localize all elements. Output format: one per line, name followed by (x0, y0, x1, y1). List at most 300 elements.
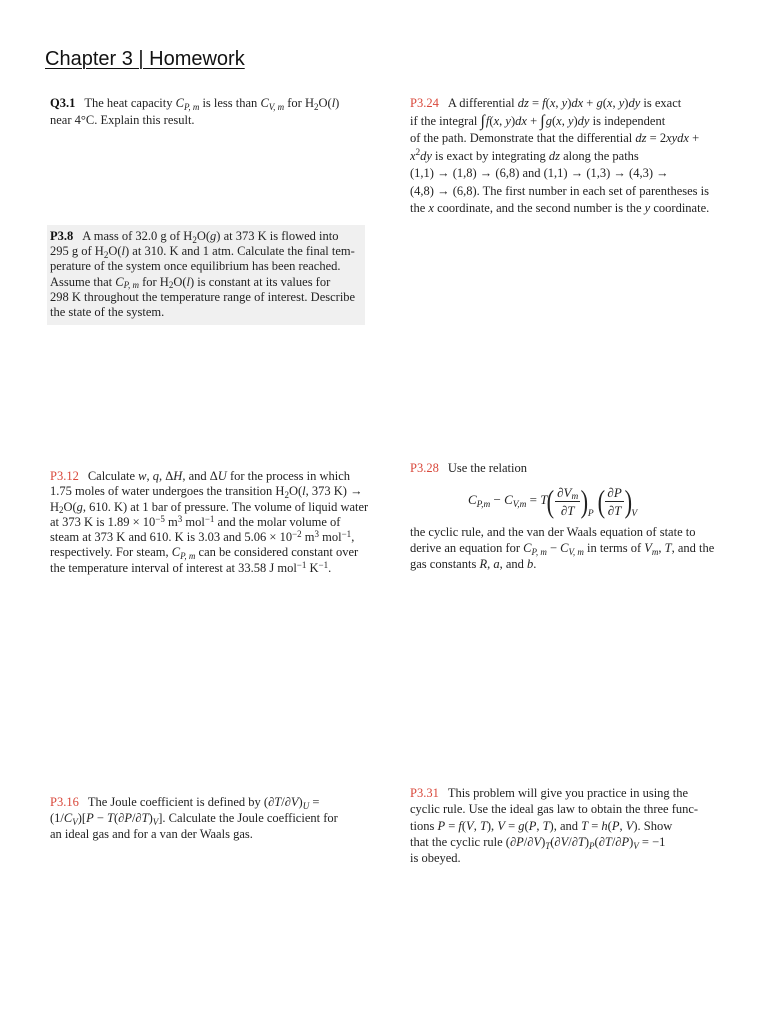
math-symbol: x (428, 201, 434, 215)
math-symbol: x (493, 113, 500, 128)
superscript: −1 (204, 513, 215, 524)
math-symbol: x (556, 113, 562, 128)
problem-line-text (410, 524, 695, 540)
problem-line-text (410, 540, 714, 556)
text-run: Calculate (87, 469, 139, 483)
problem-line (410, 556, 728, 572)
problem-number: Q3.1 (50, 96, 76, 110)
text-run: /∂ (523, 834, 534, 849)
problem-line (410, 785, 728, 801)
text-run: , (612, 96, 619, 110)
text-run: /∂ (131, 811, 142, 825)
math-symbol: g (596, 96, 603, 110)
math-symbol: dz (517, 96, 529, 110)
problem-line-text (50, 469, 350, 484)
math-symbol: a (493, 557, 500, 571)
superscript: −1 (318, 559, 329, 570)
problem-line-text (410, 148, 639, 166)
text-run: ) at 373 K is flowed into (216, 229, 339, 243)
text-run: O( (318, 96, 332, 110)
text-run: = −1 (638, 834, 666, 849)
text-run: ( (461, 818, 467, 833)
text-run: for the process in which (226, 469, 351, 483)
text-run: is obeyed. (410, 851, 461, 866)
text-run: of the path. Demonstrate that the differential (410, 131, 636, 145)
text-run: and the molar volume of (214, 514, 341, 529)
math-symbol: dy (628, 96, 641, 110)
text-run: − (546, 541, 561, 555)
text-run: ) at 310. K and 1 atm. Calculate the final tem- (125, 244, 355, 259)
problem-line-text (50, 561, 331, 576)
problem-line (410, 200, 728, 218)
subscript: 2 (284, 489, 289, 500)
text-run: the cyclic rule, and the van der Waals equation of state to (410, 525, 696, 539)
problem-line-text (410, 130, 699, 148)
superscript: −1 (296, 559, 307, 570)
text-run: , 610. K) at 1 bar of pressure. The volume of liquid water (82, 499, 368, 514)
problem-q3-1 (50, 95, 368, 129)
subscript: V, m (568, 546, 584, 557)
problem-line (410, 818, 728, 834)
subscript: U (302, 800, 310, 811)
problem-line-text (410, 801, 698, 817)
math-symbol: y (644, 201, 651, 215)
problem-line-text (410, 95, 681, 113)
math-symbol: P (124, 811, 132, 825)
text-run: (1,1) → (1,8) → (6,8) and (1,1) → (1,3) → (4,3) → (410, 166, 669, 180)
text-run: = (528, 96, 543, 110)
held-constant-subscript (631, 509, 637, 519)
problem-line (50, 305, 362, 320)
text-run: + (583, 96, 597, 110)
text-run: mol (182, 514, 205, 529)
math-symbol: f (542, 96, 546, 110)
text-run: an ideal gas and for a van der Waals gas. (50, 827, 253, 841)
text-run: ) is constant at its values for (190, 274, 331, 289)
math-symbol: T (567, 502, 575, 518)
problem-line (50, 290, 362, 305)
text-run: for H (284, 96, 314, 110)
problem-number: P3.16 (50, 795, 79, 809)
superscript: −1 (341, 529, 352, 540)
math-symbol: l (331, 96, 336, 110)
problem-line (410, 540, 728, 556)
subscript: V, m (268, 101, 285, 112)
math-symbol: y (618, 96, 625, 110)
text-run: O( (108, 244, 122, 259)
problem-line-text (50, 259, 341, 274)
problem-line (50, 810, 368, 826)
text-run: derive an equation for (410, 541, 524, 555)
superscript: −2 (292, 529, 302, 540)
problem-number: P3.8 (50, 229, 74, 243)
text-run: This problem will give you practice in using the (447, 786, 689, 800)
math-symbol: f (458, 818, 462, 833)
subscript: V (152, 816, 159, 827)
math-symbol: C (504, 492, 513, 507)
math-symbol: b (527, 557, 534, 571)
text-run: . (328, 560, 332, 575)
text-run: O( (288, 484, 303, 499)
text-run: , (146, 469, 153, 483)
math-symbol: C (560, 541, 569, 555)
text-run: ) (629, 834, 634, 849)
math-symbol: y (505, 113, 511, 128)
text-run: for H (138, 274, 169, 289)
problem-line (410, 95, 728, 113)
math-symbol: q (152, 469, 159, 483)
text-run: ∂ (560, 502, 568, 518)
problem-line-text (410, 113, 665, 131)
text-run: m (301, 530, 315, 545)
text-run: /∂ (281, 795, 291, 809)
text-run: A mass of 32.0 g of H (82, 229, 193, 243)
subscript: 2 (192, 234, 197, 245)
superscript: 2 (415, 147, 421, 158)
paren-close: ) (580, 483, 589, 520)
text-run: in terms of (583, 541, 645, 555)
math-symbol: P (611, 818, 620, 833)
math-symbol: T (577, 834, 585, 849)
text-run: The heat capacity (84, 96, 176, 110)
math-symbol: x (410, 148, 416, 163)
text-run: (∂ (550, 834, 561, 849)
subscript: V,m (512, 499, 527, 510)
text-run: ∂ (557, 484, 564, 500)
text-run: if the integral (410, 113, 481, 128)
text-run: is less than (199, 96, 261, 110)
text-run: = (445, 818, 459, 833)
text-run: ) (298, 795, 303, 809)
problem-line-text (50, 229, 339, 244)
subscript: P,m (476, 499, 491, 510)
problem-line (410, 183, 728, 201)
text-run: ( (551, 113, 557, 128)
text-run: m (164, 514, 178, 529)
problem-line-text (50, 794, 319, 810)
text-run: respectively. For steam, (50, 545, 172, 560)
math-symbol: T (107, 811, 114, 825)
text-run: the (410, 201, 429, 215)
text-run: that the cyclic rule (∂ (410, 834, 517, 849)
problem-line (410, 460, 728, 476)
text-run: Use the relation (447, 461, 527, 475)
problem-number: P3.12 (50, 469, 79, 483)
text-run: + (526, 113, 541, 128)
math-symbol: T (274, 795, 282, 809)
text-run: ( (524, 818, 529, 833)
held-constant-subscript (588, 509, 594, 519)
problem-line-text (50, 275, 330, 290)
problem-line-text (50, 500, 368, 515)
math-symbol: g (76, 499, 83, 514)
problem-line (410, 148, 728, 166)
text-run: is independent (589, 113, 666, 128)
text-run: , and Δ (182, 469, 218, 483)
text-run: , (473, 818, 480, 833)
math-symbol: P (587, 509, 594, 520)
text-run: ) (541, 834, 546, 849)
math-symbol: l (302, 484, 306, 499)
text-run: ), (486, 818, 498, 833)
text-run: , (658, 541, 665, 555)
text-run: at 373 K is 1.89 × 10 (50, 514, 156, 529)
text-run: − (490, 492, 505, 507)
subscript: V (633, 840, 639, 851)
text-run: , (619, 818, 626, 833)
problem-line-text (50, 826, 253, 842)
text-run: tions (410, 818, 438, 833)
problem-line (410, 850, 728, 866)
text-run: H (50, 499, 60, 514)
problem-line-text (410, 834, 665, 850)
text-run: is exact by integrating (431, 148, 549, 163)
text-run: mol (319, 530, 342, 545)
problem-line (50, 112, 368, 129)
text-run: ]. Calculate the Joule coefficient for (158, 811, 338, 825)
text-run: (∂ (113, 811, 125, 825)
math-symbol: C (175, 96, 184, 110)
superscript: 3 (314, 529, 320, 540)
problem-line (410, 130, 728, 148)
subscript: 2 (59, 505, 64, 516)
text-run: ). Show (633, 818, 673, 833)
text-run: /∂ (568, 834, 578, 849)
superscript: −5 (155, 513, 165, 524)
math-symbol: P (621, 834, 630, 849)
problem-line-text (50, 545, 358, 560)
text-run: , (351, 530, 355, 545)
text-run: (1/ (50, 811, 64, 825)
math-symbol: V (533, 834, 542, 849)
math-symbol: h (601, 818, 608, 833)
math-symbol: C (63, 811, 73, 825)
problem-line-text (410, 818, 672, 834)
math-symbol: w (138, 469, 147, 483)
problem-line-text (410, 556, 536, 572)
math-symbol: l (121, 244, 126, 259)
fraction-denominator (605, 502, 623, 518)
text-run: ) (584, 834, 590, 849)
text-run: (4,8) → (6,8). The first number in each set of parentheses is (410, 183, 709, 198)
subscript: T (545, 840, 551, 851)
subscript: m (651, 546, 659, 557)
text-run: , (555, 96, 562, 110)
text-run: K (306, 560, 319, 575)
problem-line (50, 794, 368, 810)
text-run: coordinate. (650, 201, 710, 215)
math-symbol: dx (571, 96, 584, 110)
text-run: (∂ (594, 834, 605, 849)
math-symbol: f (485, 113, 490, 128)
text-run: = (309, 795, 320, 809)
math-symbol: V (631, 509, 638, 520)
paren-open: ( (547, 483, 555, 520)
problem-p3-16 (50, 794, 368, 842)
math-symbol: P (516, 834, 524, 849)
problem-number: P3.28 (410, 461, 439, 475)
text-run: ∂ (607, 484, 614, 500)
math-symbol: g (545, 113, 552, 128)
problem-line (50, 826, 368, 842)
text-run: Assume that (50, 274, 116, 289)
subscript: P, m (183, 101, 200, 112)
problem-line-text (50, 112, 195, 129)
problem-line-text (410, 200, 709, 218)
problem-p3-12 (50, 469, 368, 576)
text-run: , and (499, 557, 528, 571)
math-symbol: H (173, 469, 183, 483)
integral-sign: ∫ (480, 111, 485, 130)
problem-line (410, 165, 728, 183)
math-symbol: V (644, 541, 652, 555)
math-symbol: T (664, 541, 672, 555)
math-symbol: C (171, 545, 181, 560)
math-symbol: P (528, 818, 537, 833)
text-run: , and the (671, 541, 715, 555)
problem-number: P3.24 (410, 96, 439, 110)
text-run: 295 g of H (50, 244, 104, 259)
math-symbol: y (567, 113, 574, 128)
text-run: ( (545, 96, 550, 110)
fraction-numerator (605, 485, 623, 502)
text-run: can be considered constant over (195, 545, 359, 560)
math-symbol: P (86, 811, 94, 825)
problem-line (410, 834, 728, 850)
math-symbol: T (542, 818, 550, 833)
problem-line (50, 561, 368, 576)
text-run: ) (335, 96, 340, 110)
math-symbol: xydx (666, 131, 689, 145)
text-run: along the paths (559, 148, 639, 163)
text-run: , (561, 113, 568, 128)
fraction-numerator (555, 485, 580, 502)
math-symbol: V (466, 818, 474, 833)
subscript: P, m (123, 280, 139, 291)
math-symbol: T (614, 502, 622, 518)
text-run: , (499, 113, 506, 128)
text-run: /∂ (611, 834, 622, 849)
text-run: perature of the system once equilibrium has been reached. (50, 259, 341, 274)
problem-line-text (410, 785, 688, 801)
subscript: 2 (103, 249, 109, 260)
text-run: ) (624, 96, 629, 110)
cp-cv-relation-equation (410, 476, 728, 524)
problem-line-text (50, 484, 363, 499)
problem-line-text (50, 530, 354, 545)
text-run: − (93, 811, 108, 825)
text-run: gas constants (410, 557, 480, 571)
problem-line (50, 500, 368, 515)
subscript: P (589, 840, 595, 851)
math-symbol: C (115, 274, 124, 289)
math-symbol: P (437, 818, 446, 833)
text-run: , 373 K) → (305, 484, 363, 499)
partial-derivative-fraction (555, 485, 580, 518)
integral-sign: ∫ (540, 111, 545, 130)
problem-line (410, 801, 728, 817)
math-symbol: R (479, 557, 488, 571)
text-run: the temperature interval of interest at 33.58 J mol (50, 560, 297, 575)
superscript: 3 (177, 513, 183, 524)
text-run: + (688, 131, 700, 145)
problem-line-text (410, 460, 527, 476)
subscript: P, m (180, 551, 196, 562)
text-run: . (533, 557, 537, 571)
problem-p3-24 (410, 95, 728, 218)
text-run: = 2 (646, 131, 667, 145)
text-run: A differential (447, 96, 518, 110)
text-run: 298 K throughout the temperature range of interest. Describe (50, 289, 356, 304)
text-run: = (504, 818, 519, 833)
problem-line-text (50, 95, 339, 112)
math-symbol: T (581, 818, 589, 833)
problem-line (50, 484, 368, 499)
subscript: V (72, 816, 78, 827)
text-run: = (526, 492, 541, 507)
text-run: , (536, 818, 543, 833)
problem-line-text (50, 244, 355, 259)
problem-line-text (50, 810, 338, 826)
problem-line (50, 259, 362, 274)
text-run: = (588, 818, 602, 833)
problem-number: P3.31 (410, 786, 439, 800)
problem-line-text (50, 290, 355, 305)
problem-line (50, 275, 362, 290)
math-symbol: T (540, 492, 548, 507)
math-symbol: T (604, 834, 612, 849)
math-symbol: dy (420, 148, 432, 163)
problem-line-text (50, 305, 164, 320)
math-symbol: dz (635, 131, 647, 145)
subscript: 2 (168, 280, 174, 291)
paren-close: ) (624, 483, 632, 520)
problem-line-text (410, 165, 669, 183)
problem-line (50, 229, 362, 244)
text-run: The Joule coefficient is defined by (∂ (87, 795, 275, 809)
math-symbol: g (210, 229, 217, 243)
text-run: coordinate, and the second number is the (433, 201, 645, 215)
math-symbol: V (290, 795, 299, 809)
problem-line (50, 515, 368, 530)
text-run: O( (196, 229, 211, 243)
subscript: P, m (531, 546, 547, 557)
problem-line-text (50, 515, 340, 530)
math-symbol: U (217, 469, 227, 483)
math-symbol: P (613, 484, 622, 500)
math-symbol: g (518, 818, 525, 833)
text-run: steam at 373 K and 610. K is 3.03 and 5.06 × 10 (50, 530, 293, 545)
problem-line (50, 530, 368, 545)
subscript: m (571, 492, 579, 503)
math-symbol: dx (515, 113, 527, 128)
partial-derivative-fraction (605, 485, 623, 518)
text-run: ), and (549, 818, 582, 833)
problem-line (50, 95, 368, 112)
text-run: cyclic rule. Use the ideal gas law to obtain the three func- (410, 802, 699, 817)
problem-line-text (410, 183, 709, 201)
text-run: ( (607, 818, 612, 833)
text-run: O( (63, 499, 77, 514)
text-run: ) (573, 113, 578, 128)
problem-line (50, 469, 368, 484)
math-symbol: C (468, 492, 477, 507)
text-run: ) (510, 113, 516, 128)
fraction-denominator (555, 502, 580, 518)
math-symbol: C (260, 96, 269, 110)
text-run: is exact (640, 96, 682, 110)
paren-open: ( (597, 483, 605, 520)
